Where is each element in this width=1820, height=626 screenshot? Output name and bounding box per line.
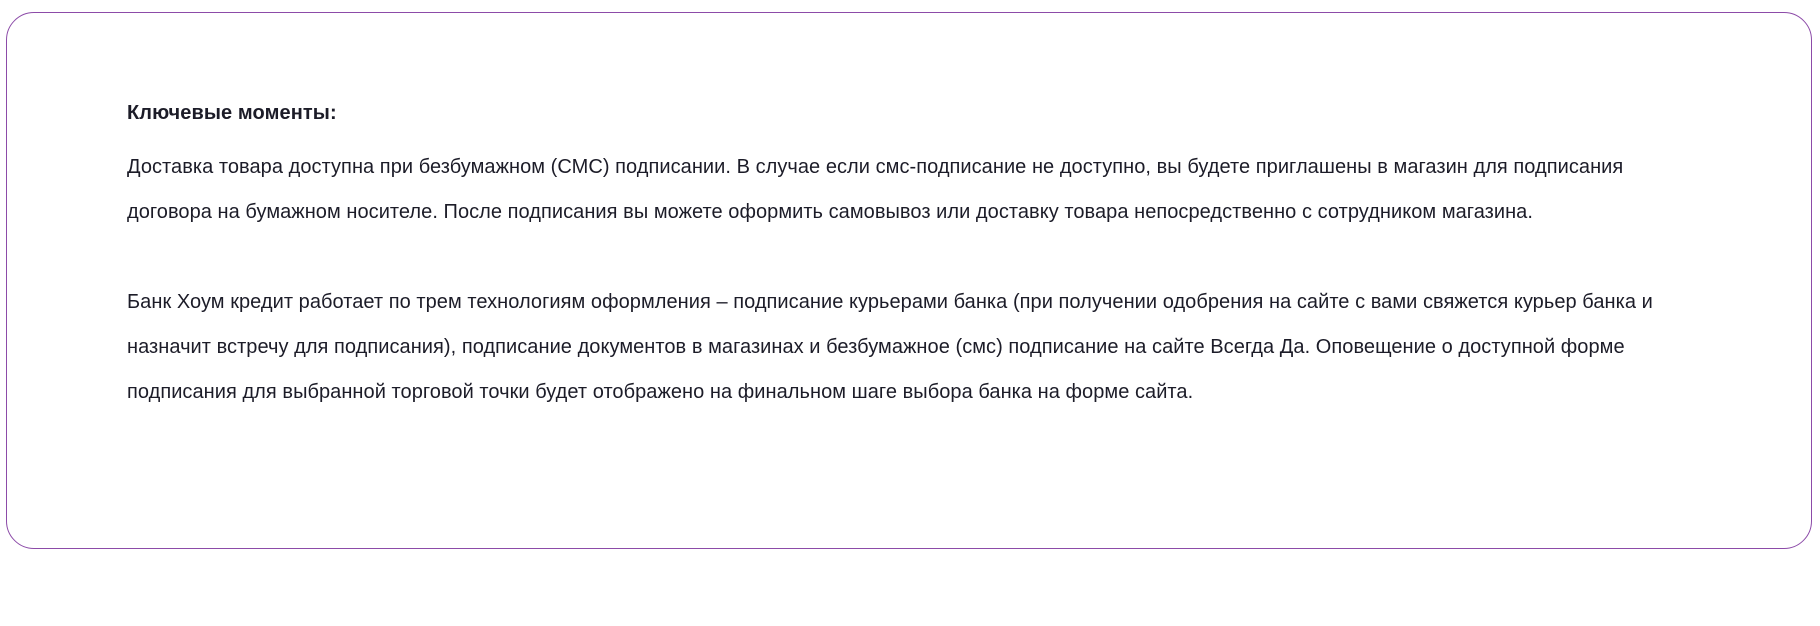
key-points-paragraph-1: Доставка товара доступна при безбумажном (СМС) подписании. В случае если смс-подписание не доступно, вы будете приглашены в магазин для подписания договора на бумажном носителе. После подписания вы можете оформить самовывоз или доставку товара непосредственно с сотрудником магазина. (127, 156, 1624, 223)
key-points-card-content (7, 13, 1811, 415)
key-points-paragraph-2: Банк Хоум кредит работает по трем технологиям оформления – подписание курьерами банка (при получении одобрения на сайте с вами свяжется курьер банка и назначит встречу для подписания), подписание документов в магазинах и безбумажное (смс) подписание на сайте Всегда Да. Оповещение о доступной форме подписания для выбранной торговой точки будет отображено на финальном шаге выбора банка на форме сайта. (127, 291, 1653, 403)
key-points-card (6, 12, 1812, 549)
key-points-heading: Ключевые моменты: (127, 102, 337, 124)
